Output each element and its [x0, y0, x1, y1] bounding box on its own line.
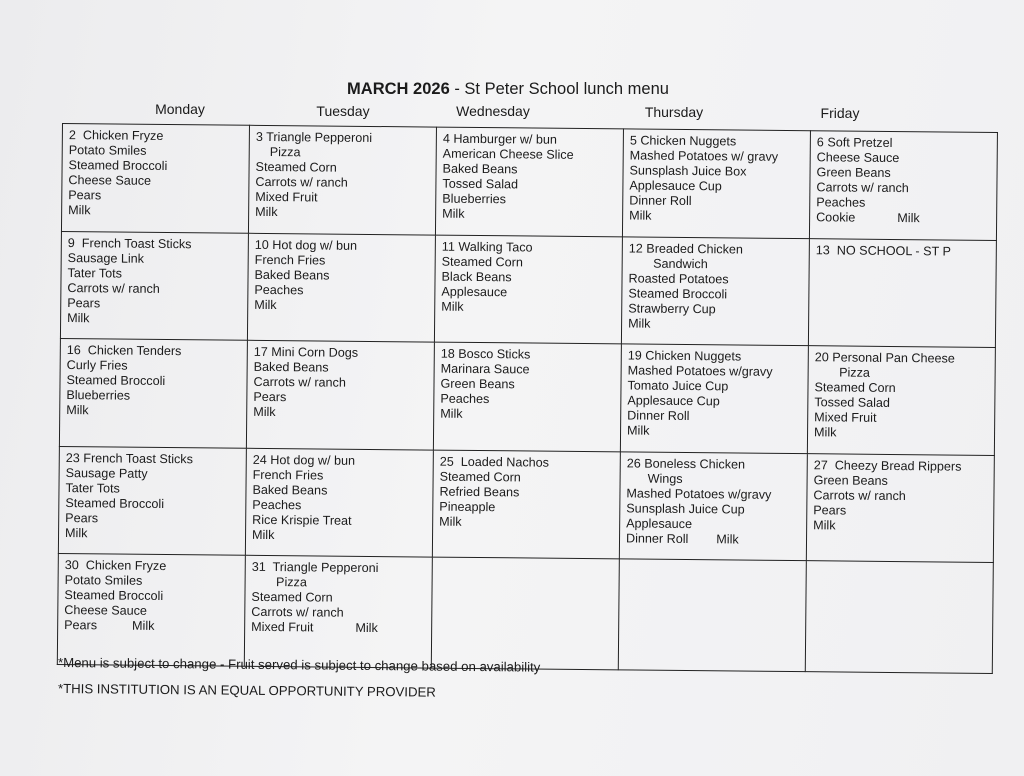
day-entry-heading: 10 Hot dog w/ bun [254, 237, 358, 253]
menu-title [0, 80, 1020, 99]
day-cell-week1-wednesday [435, 127, 623, 236]
menu-item: Steamed Broccoli [66, 373, 166, 389]
menu-item: Milk [441, 299, 464, 314]
day-cell-week4-wednesday [432, 450, 620, 559]
menu-item: Milk [251, 527, 275, 542]
menu-item: Potato Smiles [68, 143, 147, 158]
menu-item: Pears [68, 188, 102, 203]
menu-item: Baked Beans [253, 360, 329, 375]
menu-item: Marinara Sauce [440, 361, 530, 377]
menu-item: Steamed Broccoli [64, 588, 164, 604]
menu-item: Milk [627, 423, 650, 438]
menu-item: Tossed Salad [814, 395, 891, 411]
day-entry-heading: 30 Chicken Fryze [64, 558, 167, 574]
menu-item: Steamed Broccoli [628, 286, 728, 301]
menu-item: Milk [68, 203, 91, 218]
title-month: MARCH 2026 [347, 80, 450, 98]
menu-item: Blueberries [66, 388, 131, 403]
day-cell-week3-friday [807, 346, 995, 455]
day-cell-week1-friday [809, 131, 997, 240]
week-row-4 [58, 446, 994, 563]
menu-item: French Fries [254, 252, 326, 268]
menu-item: Roasted Potatoes [628, 271, 729, 286]
menu-item: French Fries [252, 467, 324, 483]
menu-item: Sandwich [628, 256, 708, 271]
menu-item: Carrots w/ ranch [813, 488, 906, 503]
menu-item: Peaches [816, 195, 866, 210]
menu-item: Pears Milk [64, 618, 155, 634]
menu-item: Milk [629, 208, 652, 223]
menu-item: Carrots w/ ranch [67, 280, 160, 296]
menu-item: Milk [67, 310, 90, 325]
day-header-monday: Monday [155, 101, 205, 117]
week-row-3 [59, 339, 995, 456]
menu-item: Dinner Roll [629, 193, 692, 209]
day-cell-week3-thursday [620, 344, 808, 453]
menu-item: Cheese Sauce [816, 150, 900, 166]
menu-item: Steamed Corn [441, 254, 523, 270]
menu-item: Mixed Fruit [814, 410, 877, 426]
day-cell-week1-monday [61, 124, 249, 233]
menu-item: Pizza [814, 365, 871, 380]
day-entry-heading: 27 Cheezy Bread Rippers [813, 458, 962, 474]
day-cell-week5-tuesday [244, 556, 432, 668]
menu-item: Tomato Juice Cup [627, 378, 729, 394]
menu-calendar-grid [57, 123, 998, 674]
menu-item: Pears [253, 390, 287, 405]
menu-item: Dinner Roll Milk [625, 531, 739, 547]
menu-item: Black Beans [441, 269, 512, 284]
day-cell-week2-friday [808, 238, 996, 347]
menu-item: Milk [255, 204, 278, 220]
menu-item: Steamed Corn [255, 159, 337, 175]
day-header-friday: Friday [820, 105, 860, 121]
menu-item: Milk [813, 425, 837, 440]
day-cell-week3-wednesday [433, 342, 621, 451]
menu-item: Wings [626, 471, 683, 486]
day-header-thursday: Thursday [644, 104, 704, 120]
menu-item: Pineapple [439, 499, 496, 514]
menu-item: Applesauce [441, 284, 508, 299]
day-entry-heading: 4 Hamburger w/ bun [442, 131, 558, 147]
menu-item: Green Beans [813, 473, 888, 488]
menu-item: Carrots w/ ranch [253, 375, 346, 390]
menu-item: Milk [253, 405, 276, 420]
menu-item: Milk [66, 403, 89, 418]
menu-item: Milk [254, 297, 277, 312]
menu-item: Blueberries [442, 191, 507, 207]
menu-item: Cookie Milk [816, 210, 920, 226]
menu-item: Carrots w/ ranch [251, 605, 344, 621]
menu-item: Sunsplash Juice Box [629, 163, 747, 179]
menu-item: Pears [65, 510, 99, 526]
day-entry-heading: 11 Walking Taco [441, 239, 533, 255]
day-cell-week3-monday [59, 339, 247, 448]
menu-item: Mixed Fruit Milk [251, 620, 378, 636]
day-cell-week4-monday [58, 446, 246, 555]
day-entry-heading: 24 Hot dog w/ bun [252, 452, 356, 468]
menu-item: Cheese Sauce [68, 173, 152, 188]
menu-item: Steamed Broccoli [65, 495, 165, 511]
menu-item: Applesauce [626, 516, 693, 531]
menu-item: Pears [67, 295, 101, 310]
day-entry-heading: 13 NO SCHOOL - ST P [815, 242, 951, 259]
menu-item: Tossed Salad [442, 176, 519, 192]
day-cell-week5-friday [805, 561, 993, 673]
menu-item: Sausage Link [67, 250, 145, 266]
menu-item: Baked Beans [442, 161, 518, 177]
menu-item: Sausage Patty [65, 465, 148, 481]
menu-item: Pears [813, 503, 847, 518]
day-entry-heading: 31 Triangle Pepperoni [251, 560, 379, 576]
menu-item: Steamed Broccoli [68, 158, 168, 174]
day-entry-heading: 19 Chicken Nuggets [627, 348, 742, 364]
menu-item: American Cheese Slice [442, 146, 574, 162]
menu-item: Refried Beans [439, 484, 520, 500]
day-cell-week5-thursday [618, 559, 806, 671]
menu-item: Milk [628, 316, 651, 331]
menu-item: Mashed Potatoes w/gravy [626, 486, 772, 502]
week-row-1 [61, 124, 997, 241]
menu-item: Peaches [254, 282, 304, 297]
day-entry-heading: 18 Bosco Sticks [440, 346, 531, 362]
menu-item: Steamed Corn [251, 590, 333, 605]
day-entry-heading: 26 Boneless Chicken [626, 456, 746, 472]
day-entry-heading: 17 Mini Corn Dogs [253, 345, 359, 361]
menu-item: Mashed Potatoes w/ gravy [629, 148, 779, 164]
day-cell-week4-tuesday [245, 448, 433, 557]
day-cell-week5-monday [57, 554, 245, 666]
menu-item: Milk [439, 514, 462, 529]
day-entry-heading: 2 Chicken Fryze [68, 128, 164, 143]
day-entry-heading: 23 French Toast Sticks [65, 450, 194, 467]
menu-item: Steamed Corn [439, 469, 521, 485]
day-cell-week2-thursday [621, 236, 809, 345]
footer-equal-opportunity: *THIS INSTITUTION IS AN EQUAL OPPORTUNITY PROVIDER [57, 681, 436, 700]
menu-item: Pizza [255, 144, 301, 160]
day-cell-week4-thursday [619, 452, 807, 561]
day-entry-heading: 12 Breaded Chicken [628, 241, 744, 257]
day-entry-heading: 9 French Toast Sticks [67, 235, 192, 251]
menu-item: Milk [64, 525, 88, 541]
menu-item: Steamed Corn [814, 380, 896, 396]
day-header-wednesday: Wednesday [456, 103, 530, 119]
day-cell-week2-monday [60, 231, 248, 340]
day-cell-week1-tuesday [248, 125, 436, 234]
menu-item: Green Beans [816, 165, 891, 180]
menu-item: Peaches [252, 497, 302, 513]
menu-item: Peaches [440, 391, 490, 407]
day-cell-week2-wednesday [434, 235, 622, 344]
day-header-tuesday: Tuesday [316, 103, 370, 119]
menu-item: Curly Fries [66, 358, 128, 373]
day-entry-heading: 20 Personal Pan Cheese [814, 350, 955, 366]
day-cell-week5-wednesday [431, 557, 619, 669]
menu-item: Mixed Fruit [255, 189, 318, 205]
menu-item: Milk [813, 518, 836, 533]
menu-item: Applesauce Cup [629, 178, 722, 194]
menu-item: Mashed Potatoes w/gravy [627, 363, 773, 380]
menu-item: Tater Tots [65, 480, 120, 496]
day-entry-heading: 25 Loaded Nachos [439, 454, 550, 470]
week-row-2 [60, 231, 996, 348]
menu-item: Carrots w/ ranch [816, 180, 909, 196]
day-cell-week1-thursday [622, 129, 810, 238]
menu-item: Baked Beans [252, 482, 328, 498]
day-cell-week3-tuesday [246, 340, 434, 449]
menu-item: Carrots w/ ranch [255, 174, 348, 190]
menu-item: Potato Smiles [64, 573, 143, 589]
menu-item: Milk [440, 406, 463, 422]
day-entry-heading: 3 Triangle Pepperoni [255, 129, 373, 145]
menu-item: Dinner Roll [627, 408, 690, 424]
menu-item: Rice Krispie Treat [252, 512, 352, 528]
title-school: - St Peter School lunch menu [449, 80, 669, 98]
footer-change-note: *Menu is subject to change - Fruit served is subject to change based on availability [57, 655, 541, 675]
day-entry-heading: 6 Soft Pretzel [816, 135, 893, 150]
day-cell-week4-friday [806, 453, 994, 562]
menu-item: Pizza [251, 575, 307, 590]
menu-item: Strawberry Cup [628, 301, 716, 316]
day-entry-heading: 16 Chicken Tenders [66, 343, 182, 359]
menu-item: Tater Tots [67, 265, 123, 281]
menu-item: Cheese Sauce [64, 603, 148, 619]
day-entry-heading: 5 Chicken Nuggets [629, 133, 737, 149]
menu-item: Sunsplash Juice Cup [626, 501, 745, 517]
menu-item: Baked Beans [254, 267, 330, 283]
menu-item: Green Beans [440, 376, 515, 392]
menu-item: Applesauce Cup [627, 393, 720, 409]
menu-item: Milk [442, 206, 465, 221]
day-cell-week2-tuesday [247, 233, 435, 342]
